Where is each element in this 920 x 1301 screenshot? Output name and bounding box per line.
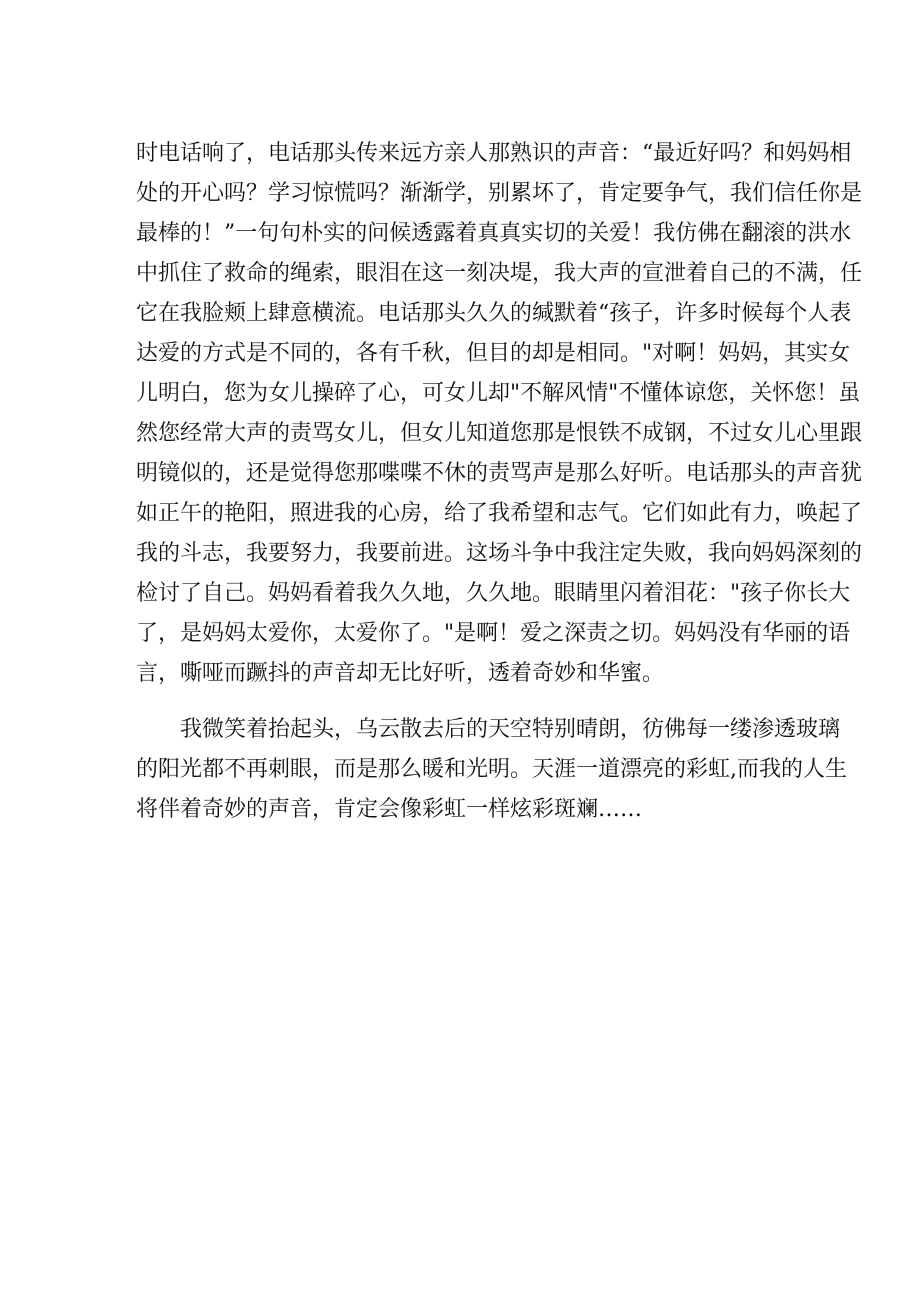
paragraph-spacer [136, 694, 796, 710]
text-line: 然您经常大声的责骂女儿，但女儿知道您那是恨铁不成钢，不过女儿心里跟 [136, 421, 863, 446]
text-line: 的阳光都不再刺眼，而是那么暖和光明。天涯一道漂亮的彩虹,而我的人生 [136, 757, 847, 782]
text-line: 明镜似的，还是觉得您那喋喋不休的责骂声是那么好听。电话那头的声音犹 [136, 461, 863, 486]
text-line: 中抓住了救命的绳索，眼泪在这一刻决堤，我大声的宣泄着自己的不满，任 [136, 261, 863, 286]
paragraph-1 [136, 134, 863, 694]
text-line: 儿明白，您为女儿操碎了心，可女儿却"不解风情"不懂体谅您，关怀您！虽 [136, 381, 861, 406]
text-line: 如正午的艳阳，照进我的心房，给了我希望和志气。它们如此有力，唤起了 [136, 501, 863, 526]
text-line: 最棒的！”一句句朴实的问候透露着真真实切的关爱！我仿佛在翻滚的洪水 [136, 221, 852, 246]
text-line: 达爱的方式是不同的，各有千秋，但目的却是相同。"对啊！妈妈，其实女 [136, 341, 851, 366]
text-line: 言，嘶哑而蹶抖的声音却无比好听，透着奇妙和华蜜。 [136, 661, 665, 686]
text-line: 它在我脸颊上肆意横流。电话那头久久的缄默着“孩子，许多时候每个人表 [136, 301, 852, 326]
paragraph-2 [136, 710, 847, 830]
text-line: 了，是妈妈太爱你，太爱你了。"是啊！爱之深责之切。妈妈没有华丽的语 [136, 621, 851, 646]
text-line: 我微笑着抬起头，乌云散去后的天空特别晴朗，彷佛每一缕渗透玻璃 [180, 717, 841, 742]
text-line: 检讨了自己。妈妈看着我久久地，久久地。眼睛里闪着泪花："孩子你长大 [136, 581, 851, 606]
text-line: 时电话响了，电话那头传来远方亲人那熟识的声音：“最近好吗？和妈妈相 [136, 141, 852, 166]
document-body [136, 134, 863, 830]
text-line: 我的斗志，我要努力，我要前进。这场斗争中我注定失败，我向妈妈深刻的 [136, 541, 863, 566]
text-line: 处的开心吗？学习惊慌吗？渐渐学，别累坏了，肯定要争气，我们信任你是 [136, 181, 863, 206]
text-line: 将伴着奇妙的声音，肯定会像彩虹一样炫彩斑斓…… [136, 797, 643, 822]
